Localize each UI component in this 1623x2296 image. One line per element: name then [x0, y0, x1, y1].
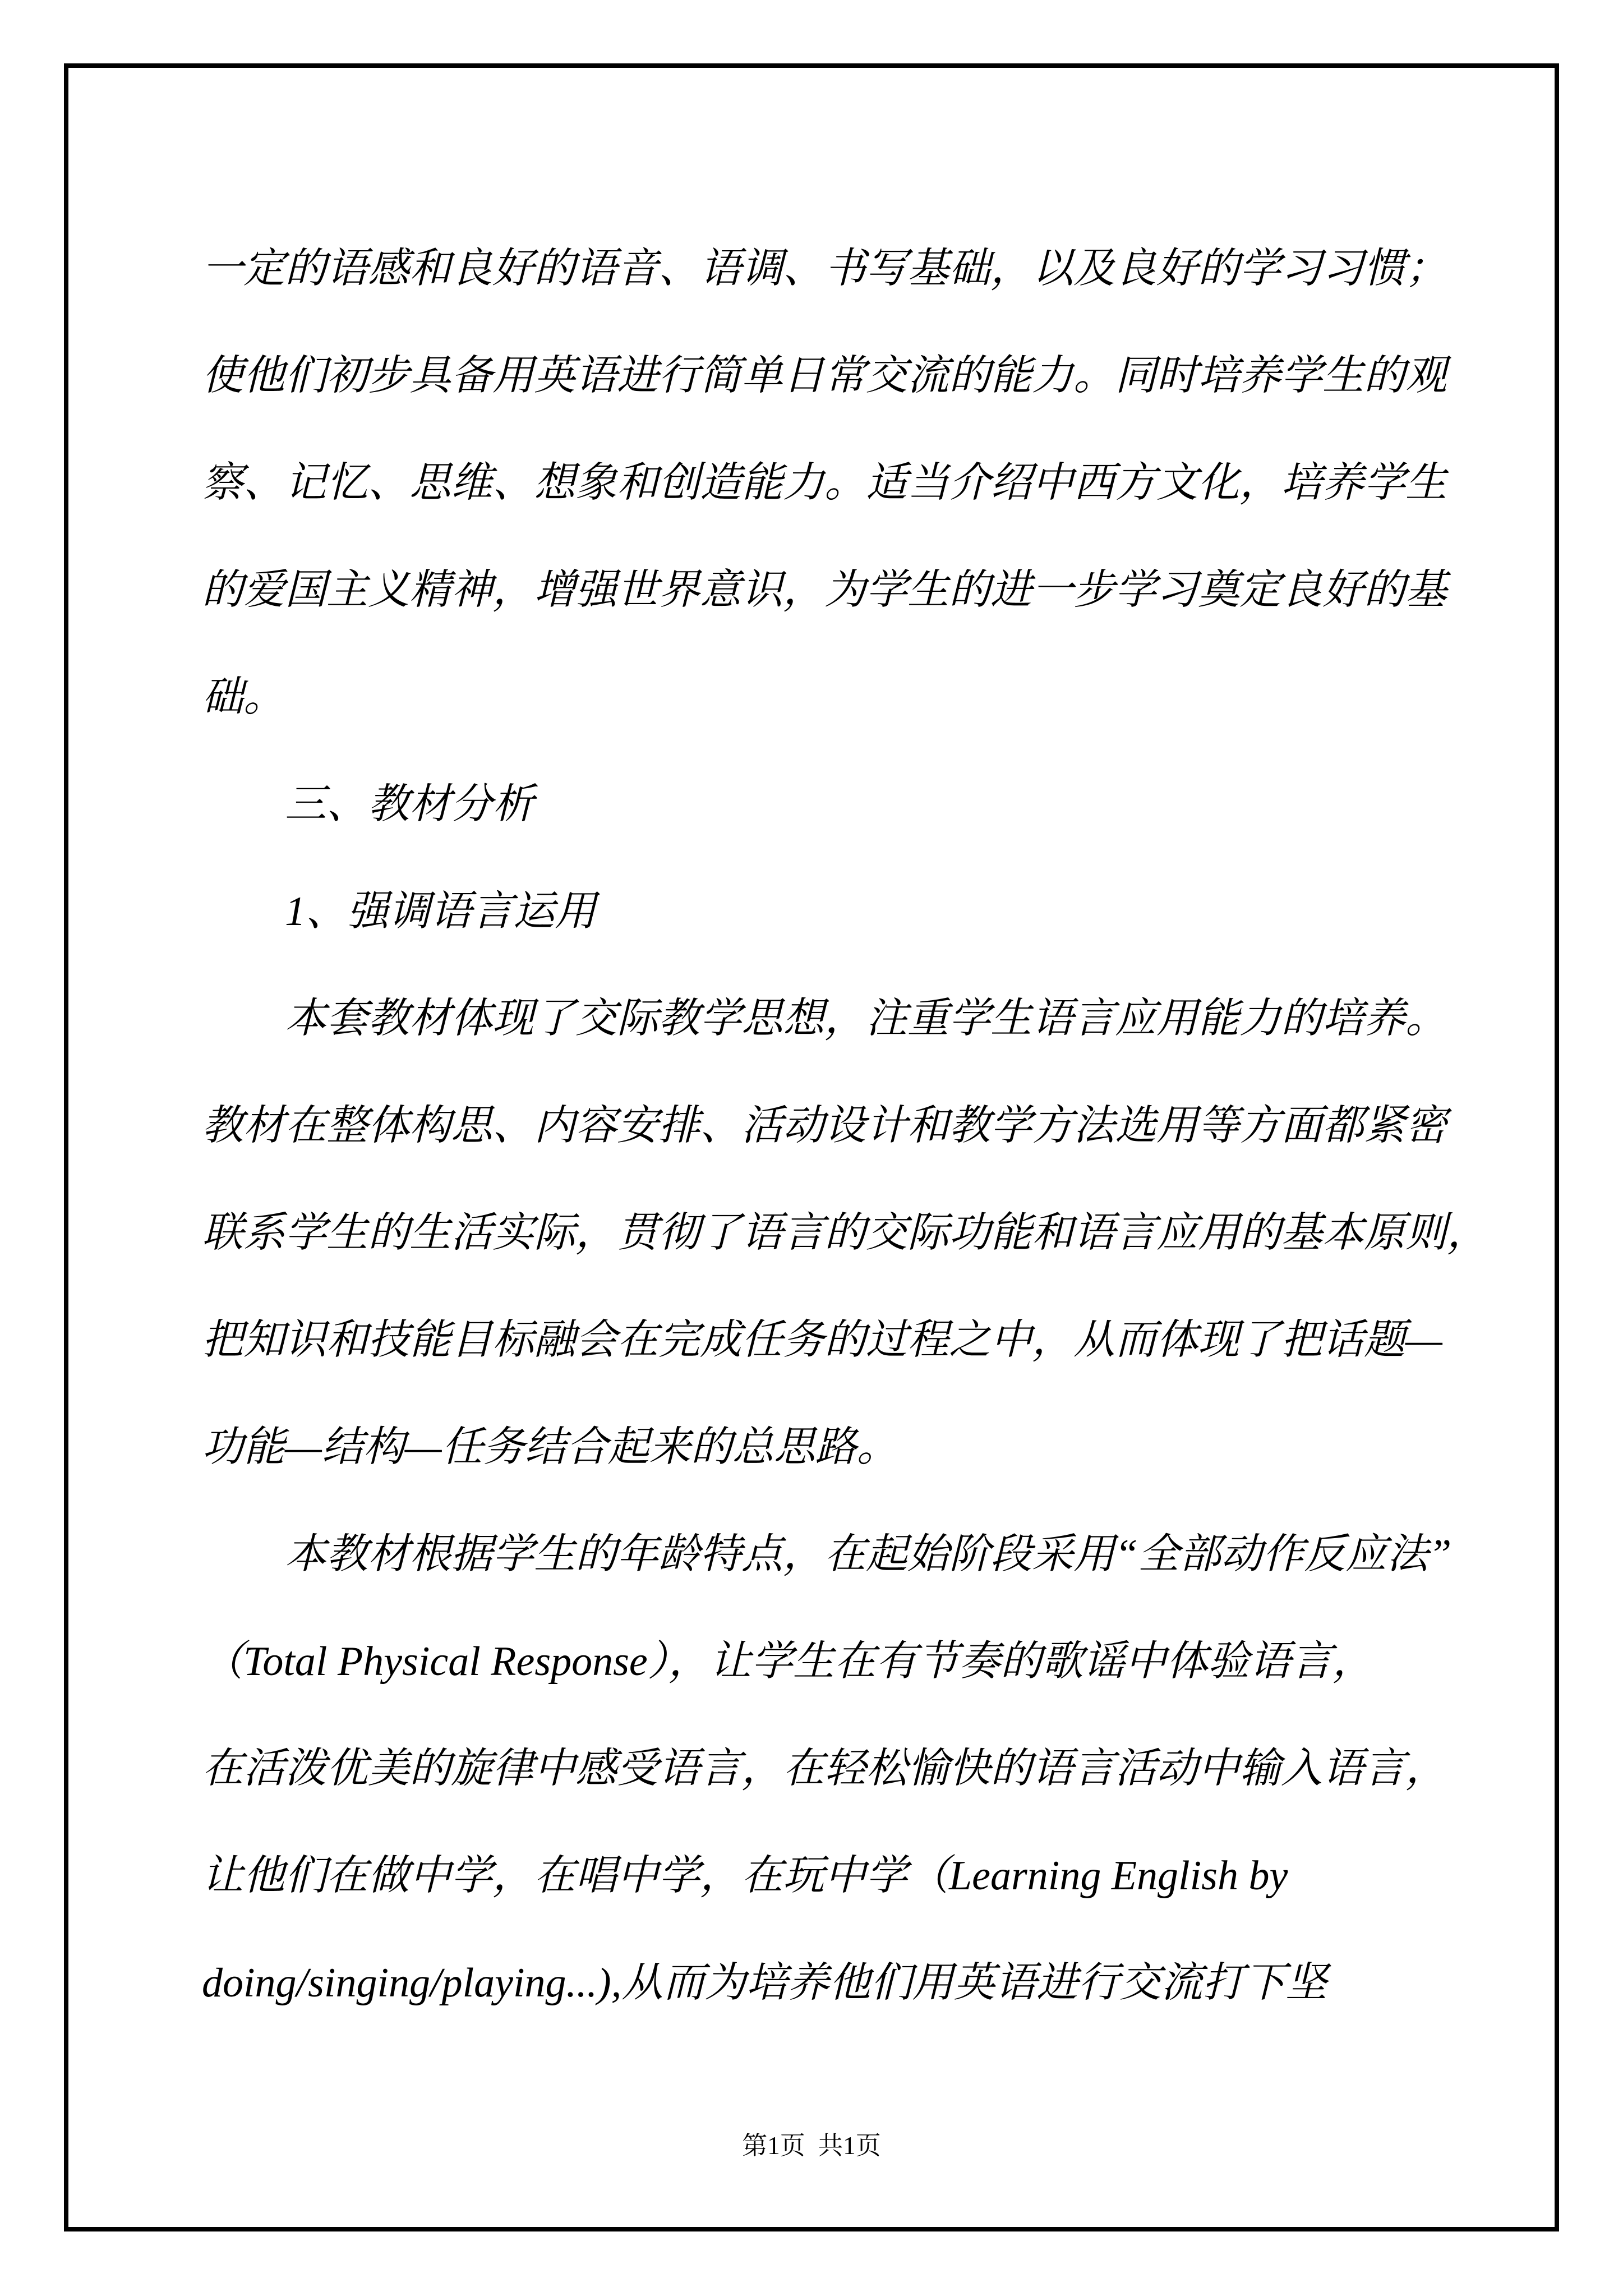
text-line: 教材在整体构思、内容安排、活动设计和教学方法选用等方面都紧密	[202, 1103, 1447, 1149]
text-line: 三、教材分析	[285, 781, 534, 827]
text-line: 使他们初步具备用英语进行简单日常交流的能力。同时培养学生的观	[202, 353, 1447, 399]
text-line: （Total Physical Response），让学生在有节奏的歌谣中体验语言，	[202, 1639, 1374, 1685]
text-line: 的爱国主义精神，增强世界意识，为学生的进一步学习奠定良好的基	[202, 567, 1447, 613]
text-line: 1、强调语言运用	[285, 889, 596, 935]
text-line: 础。	[202, 674, 285, 720]
page-footer: 第1页 共1页	[742, 2132, 881, 2160]
document-body	[202, 215, 1497, 2037]
text-line: doing/singing/playing...),从而为培养他们用英语进行交流打下坚	[202, 1960, 1327, 2006]
text-line: 联系学生的生活实际，贯彻了语言的交际功能和语言应用的基本原则，	[202, 1210, 1488, 1256]
text-line: 让他们在做中学，在唱中学，在玩中学（Learning English by	[202, 1853, 1288, 1899]
text-line: 本套教材体现了交际教学思想，注重学生语言应用能力的培养。	[285, 996, 1447, 1042]
text-line: 把知识和技能目标融会在完成任务的过程之中，从而体现了把话题—	[202, 1317, 1442, 1363]
text-line: 一定的语感和良好的语音、语调、书写基础，以及良好的学习习惯；	[202, 246, 1447, 292]
text-line: 本教材根据学生的年龄特点，在起始阶段采用“全部动作反应法”	[285, 1531, 1452, 1577]
text-line: 在活泼优美的旋律中感受语言，在轻松愉快的语言活动中输入语言，	[202, 1746, 1447, 1792]
text-line: 功能—结构—任务结合起来的总思路。	[202, 1424, 898, 1470]
text-line: 察、记忆、思维、想象和创造能力。适当介绍中西方文化，培养学生	[202, 460, 1447, 506]
